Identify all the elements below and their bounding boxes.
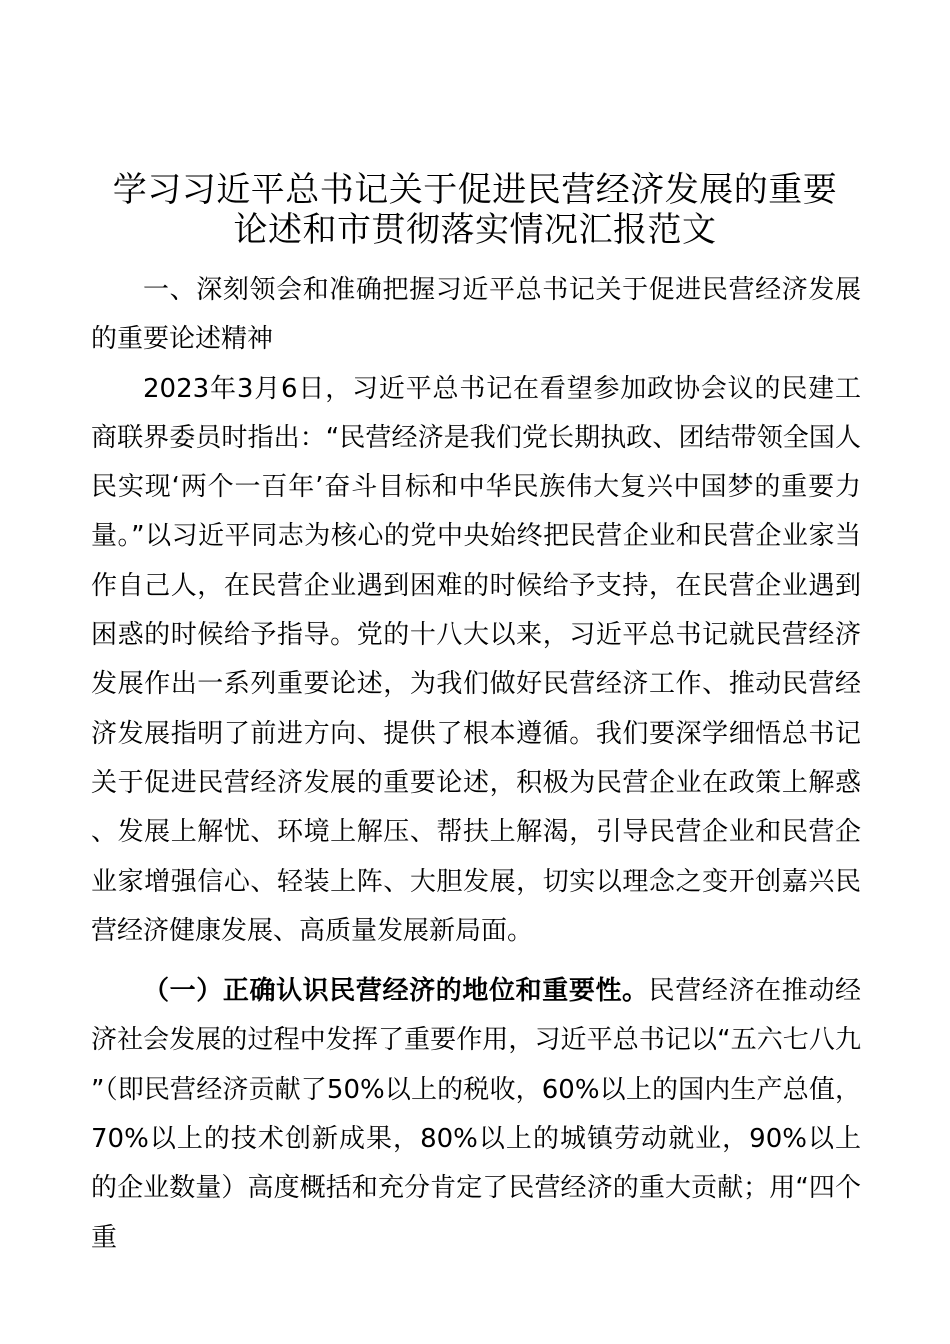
document-body [91,266,861,1263]
document-title-line-1: 学习习近平总书记关于促进民营经济发展的重要 [112,170,838,210]
document-title-line-2: 论述和市贯彻落实情况汇报范文 [233,210,717,250]
paragraph-text: 民营经济在推动经济社会发展的过程中发挥了重要作用，习近平总书记以“五六七八九”（即民营经济贡献了50%以上的税收，60%以上的国内生产总值，70%以上的技术创新成果，80%以上的城镇劳动就业，90%以上的企业数量）高度概括和充分肯定了民营经济的重大贡献；用“四个重 [91,976,861,1253]
paragraph: 2023年3月6日，习近平总书记在看望参加政协会议的民建工商联界委员时指出：“民营经济是我们党长期执政、团结带领全国人民实现‘两个一百年’奋斗目标和中华民族伟大复兴中国梦的重要力量。”以习近平同志为核心的党中央始终把民营企业和民营企业家当作自己人，在民营企业遇到困难的时候给予支持，在民营企业遇到困惑的时候给予指导。党的十八大以来，习近平总书记就民营经济发展作出一系列重要论述，为我们做好民营经济工作、推动民营经济发展指明了前进方向、提供了根本遵循。我们要深学细悟总书记关于促进民营经济发展的重要论述，积极为民营企业在政策上解惑、发展上解忧、环境上解压、帮扶上解渴，引导民营企业和民营企业家增强信心、轻装上阵、大胆发展，切实以理念之变开创嘉兴民营经济健康发展、高质量发展新局面。 [91,373,861,946]
paragraph [91,967,861,1263]
section-heading: 一、深刻领会和准确把握习近平总书记关于促进民营经济发展的重要论述精神 [91,275,861,355]
paragraph-lead: （一）正确认识民营经济的地位和重要性。 [143,976,649,1007]
